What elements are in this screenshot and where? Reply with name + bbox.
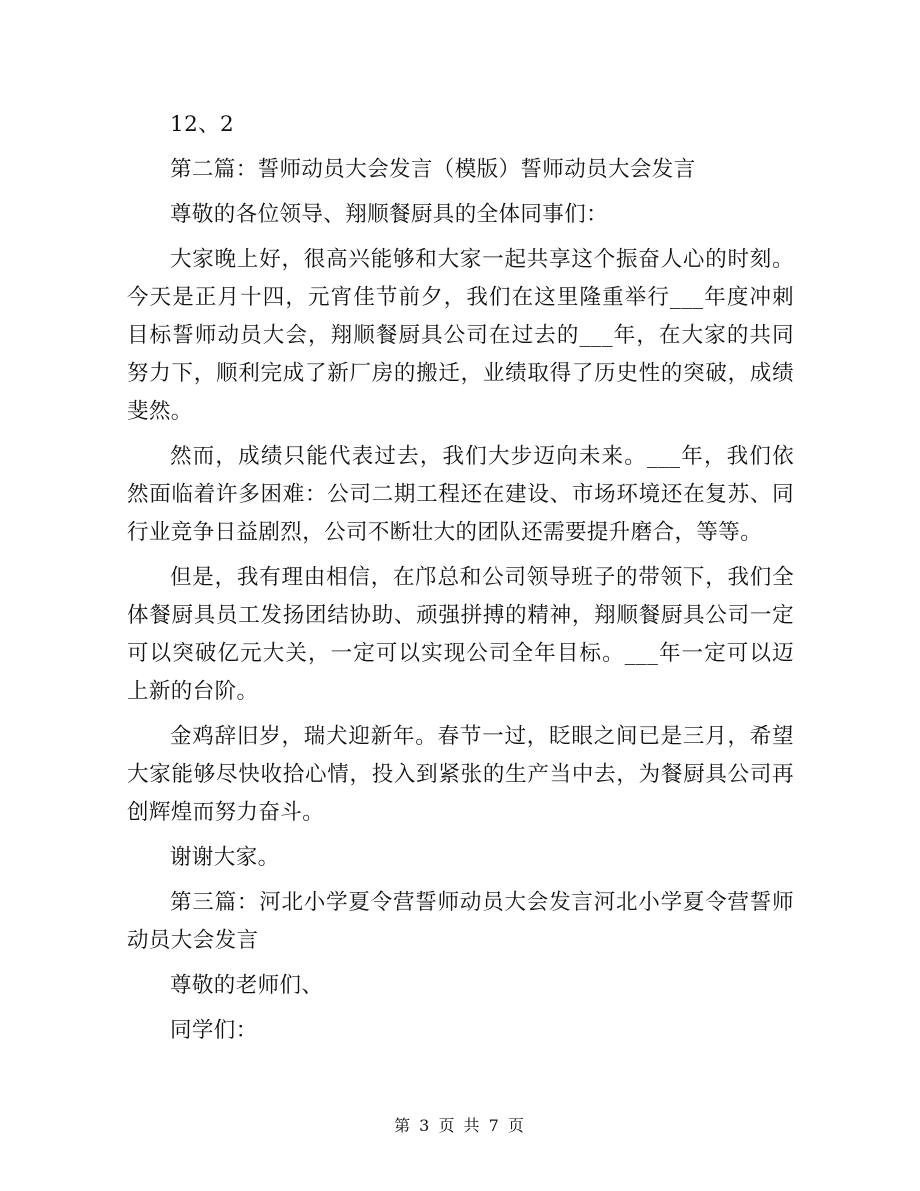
salutation-paragraph: 尊敬的各位领导、翔顺餐厨具的全体同事们： bbox=[170, 202, 609, 227]
section-heading-second: 第二篇：誓师动员大会发言（模版）誓师动员大会发言 bbox=[170, 157, 696, 182]
section-heading-third: 第三篇：河北小学夏令营誓师动员大会发言河北小学夏令营誓师动员大会发言 bbox=[127, 890, 794, 953]
salutation-teachers: 尊敬的老师们、 bbox=[170, 973, 324, 998]
body-paragraph-opening: 大家晚上好，很高兴能够和大家一起共享这个振奋人心的时刻。今天是正月十四，元宵佳节前夕，我们在这里隆重举行___年度冲刺目标誓师动员大会，翔顺餐厨具公司在过去的___年，在大家的共同努力下，顺利完成了新厂房的搬迁，业绩取得了历史性的突破，成绩斐然。 bbox=[127, 247, 794, 424]
body-paragraph-confidence: 但是，我有理由相信，在邝总和公司领导班子的带领下，我们全体餐厨具员工发扬团结协助、顽强拼搏的精神，翔顺餐厨具公司一定可以突破亿元大关，一定可以实现公司全年目标。___年一定可以迈上新的台阶。 bbox=[127, 565, 794, 704]
body-paragraph-challenges: 然而，成绩只能代表过去，我们大步迈向未来。___年，我们依然面临着许多困难：公司二期工程还在建设、市场环境还在复苏、同行业竞争日益剧烈，公司不断壮大的团队还需要提升磨合，等等。 bbox=[127, 444, 794, 545]
page-number-footer: 第 3 页 共 7 页 bbox=[394, 1116, 526, 1135]
salutation-students: 同学们： bbox=[170, 1018, 258, 1043]
document-body bbox=[127, 106, 794, 1057]
paragraph-item-number: 12、2 bbox=[170, 112, 235, 137]
body-paragraph-new-year: 金鸡辞旧岁，瑞犬迎新年。春节一过，眨眼之间已是三月，希望大家能够尽快收拾心情，投入到紧张的生产当中去，为餐厨具公司再创辉煌而努力奋斗。 bbox=[127, 724, 794, 825]
closing-thanks: 谢谢大家。 bbox=[170, 845, 280, 870]
